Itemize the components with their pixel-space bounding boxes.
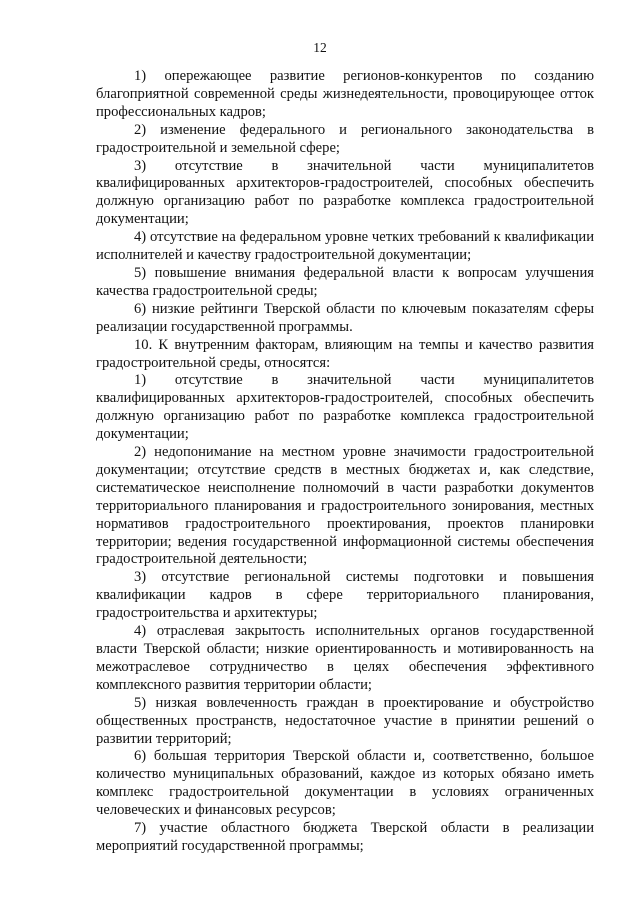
paragraph-section-10-heading: 10. К внутренним факторам, влияющим на темпы и качество развития градостроительной среды, относятся: [96, 336, 594, 371]
paragraph-external-2: 2) изменение федерального и регионального законодательства в градостроительной и земельной сфере; [96, 121, 594, 156]
paragraph-internal-5: 5) низкая вовлеченность граждан в проектирование и обустройство общественных пространств, недостаточное участие в принятии решений о развитии территорий; [96, 694, 594, 747]
paragraph-internal-6: 6) большая территория Тверской области и, соответственно, большое количество муниципальных образований, каждое из которых обязано иметь комплекс градостроительной документации в условиях ограниченных человеческих и финансовых ресурсов; [96, 748, 594, 819]
paragraph-internal-7: 7) участие областного бюджета Тверской области в реализации мероприятий государственной программы; [96, 820, 594, 854]
paragraph-external-6: 6) низкие рейтинги Тверской области по ключевым показателям сферы реализации государственной программы. [96, 300, 594, 335]
paragraph-internal-3: 3) отсутствие региональной системы подготовки и повышения квалификации кадров в сфере территориального планирования, градостроительства и архитектуры; [96, 569, 594, 622]
paragraph-internal-4: 4) отраслевая закрытость исполнительных органов государственной власти Тверской области; низкие ориентированность и мотивированность на межотраслевое сотрудничество в целях обеспечения эффективного комплексного развития территории области; [96, 623, 594, 693]
paragraph-external-3: 3) отсутствие в значительной части муниципалитетов квалифицированных архитекторов-градостроителей, способных обеспечить должную организацию работ по разработке комплекса градостроительной документации; [96, 157, 594, 228]
paragraph-external-4: 4) отсутствие на федеральном уровне четких требований к квалификации исполнителей и качеству градостроительной документации; [96, 229, 594, 264]
paragraph-external-1: 1) опережающее развитие регионов-конкурентов по созданию благоприятной современной среды жизнедеятельности, провоцирующее отток профессиональных кадров; [96, 68, 594, 120]
document-body [96, 68, 594, 856]
page-number: 12 [313, 40, 327, 55]
paragraph-internal-2: 2) недопонимание на местном уровне значимости градостроительной документации; отсутствие средств в местных бюджетах и, как следствие, систематическое неисполнение полномочий в части разработки документов территориального планирования и градостроительного зонирования, местных нормативов градостроительного проектирования, проектов планировки территории; ведения государственной информационной системы обеспечения градостроительной деятельности; [96, 444, 594, 568]
paragraph-internal-1: 1) отсутствие в значительной части муниципалитетов квалифицированных архитекторов-градостроителей, способных обеспечить должную организацию работ по разработке комплекса градостроительной документации; [96, 372, 594, 443]
paragraph-external-5: 5) повышение внимания федеральной власти к вопросам улучшения качества градостроительной среды; [96, 264, 594, 299]
